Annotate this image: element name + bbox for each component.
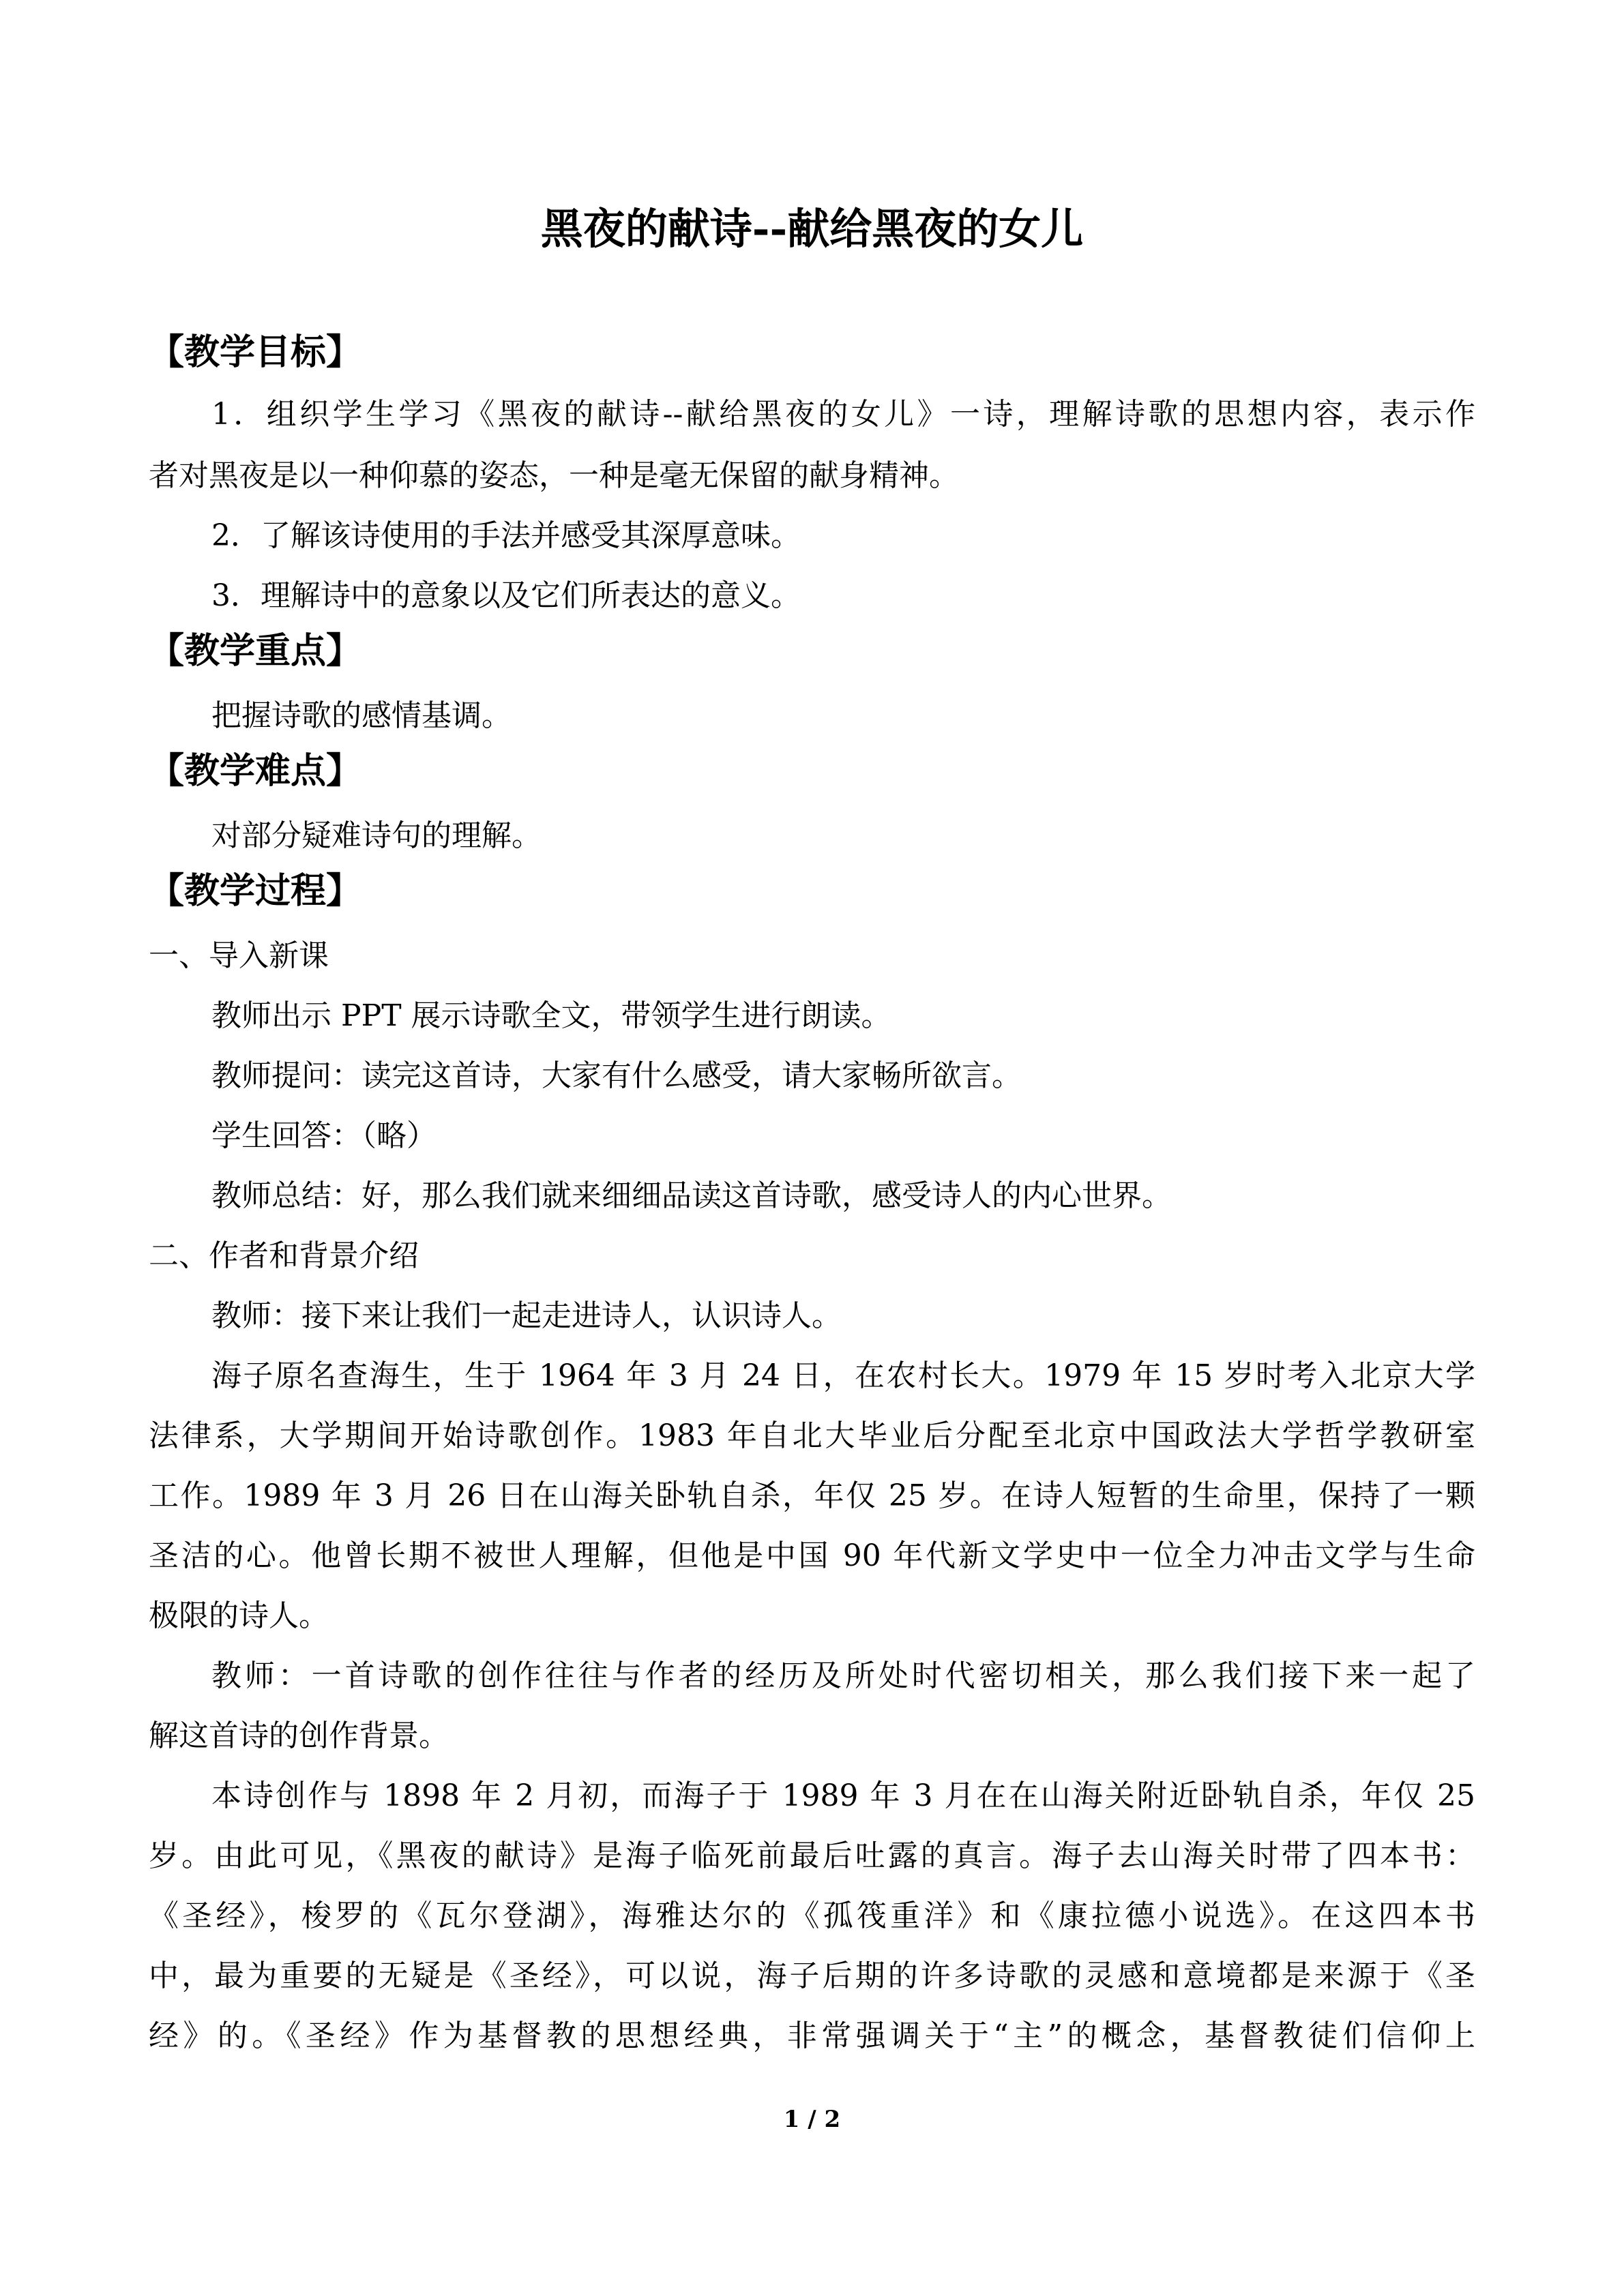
part-1-line: 学生回答：（略）: [211, 1118, 437, 1153]
page-number: 1 / 2: [783, 2106, 841, 2133]
objective-1-line-2: 者对黑夜是以一种仰慕的姿态，一种是毫无保留的献身精神。: [149, 458, 959, 493]
background-intro-line: 教师：一首诗歌的创作往往与作者的经历及所处时代密切相关，那么我们接下来一起了: [211, 1658, 1475, 1693]
part-1-line: 教师提问：读完这首诗，大家有什么感受，请大家畅所欲言。: [211, 1058, 1022, 1093]
background-line: 《圣经》，梭罗的《瓦尔登湖》，海雅达尔的《孤筏重洋》和《康拉德小说选》。在这四本书: [149, 1898, 1475, 1933]
difficulties-text: 对部分疑难诗句的理解。: [211, 818, 542, 853]
bio-line: 工作。1989 年 3 月 26 日在山海关卧轨自杀，年仅 25 岁。在诗人短暂的生命里，保持了一颗: [149, 1478, 1475, 1513]
bio-line: 极限的诗人。: [149, 1598, 329, 1633]
part-2-title: 二、作者和背景介绍: [149, 1238, 419, 1273]
heading-difficulties: 【教学难点】: [149, 750, 362, 792]
heading-process: 【教学过程】: [149, 870, 362, 912]
background-line: 中，最为重要的无疑是《圣经》，可以说，海子后期的许多诗歌的灵感和意境都是来源于《圣: [149, 1958, 1475, 1993]
bio-line: 法律系，大学期间开始诗歌创作。1983 年自北大毕业后分配至北京中国政法大学哲学教研室: [149, 1418, 1475, 1453]
key-points-text: 把握诗歌的感情基调。: [211, 698, 512, 733]
bio-line: 海子原名查海生，生于 1964 年 3 月 24 日，在农村长大。1979 年 15 岁时考入北京大学: [211, 1358, 1475, 1393]
background-intro-line: 解这首诗的创作背景。: [149, 1718, 449, 1753]
objective-3: 3．理解诗中的意象以及它们所表达的意义。: [211, 578, 801, 613]
background-line: 经》的。《圣经》作为基督教的思想经典，非常强调关于“主”的概念，基督教徒们信仰上: [149, 2018, 1475, 2053]
part-1-title: 一、导入新课: [149, 938, 329, 973]
document-title: 黑夜的献诗--献给黑夜的女儿: [540, 204, 1084, 254]
background-line: 岁。由此可见，《黑夜的献诗》是海子临死前最后吐露的真言。海子去山海关时带了四本书：: [149, 1838, 1475, 1873]
part-1-line: 教师总结：好，那么我们就来细细品读这首诗歌，感受诗人的内心世界。: [211, 1178, 1172, 1213]
objective-1-line-1: 1．组织学生学习《黑夜的献诗--献给黑夜的女儿》一诗，理解诗歌的思想内容，表示作: [211, 397, 1475, 432]
part-1-line: 教师出示 PPT 展示诗歌全文，带领学生进行朗读。: [211, 998, 891, 1033]
heading-objectives: 【教学目标】: [149, 331, 362, 373]
heading-key-points: 【教学重点】: [149, 630, 362, 672]
background-line: 本诗创作与 1898 年 2 月初，而海子于 1989 年 3 月在在山海关附近卧轨自杀，年仅 25: [211, 1778, 1475, 1813]
part-2-intro: 教师：接下来让我们一起走进诗人，认识诗人。: [211, 1298, 842, 1333]
objective-2: 2．了解该诗使用的手法并感受其深厚意味。: [211, 518, 801, 553]
bio-line: 圣洁的心。他曾长期不被世人理解，但他是中国 90 年代新文学史中一位全力冲击文学与生命: [149, 1538, 1475, 1573]
